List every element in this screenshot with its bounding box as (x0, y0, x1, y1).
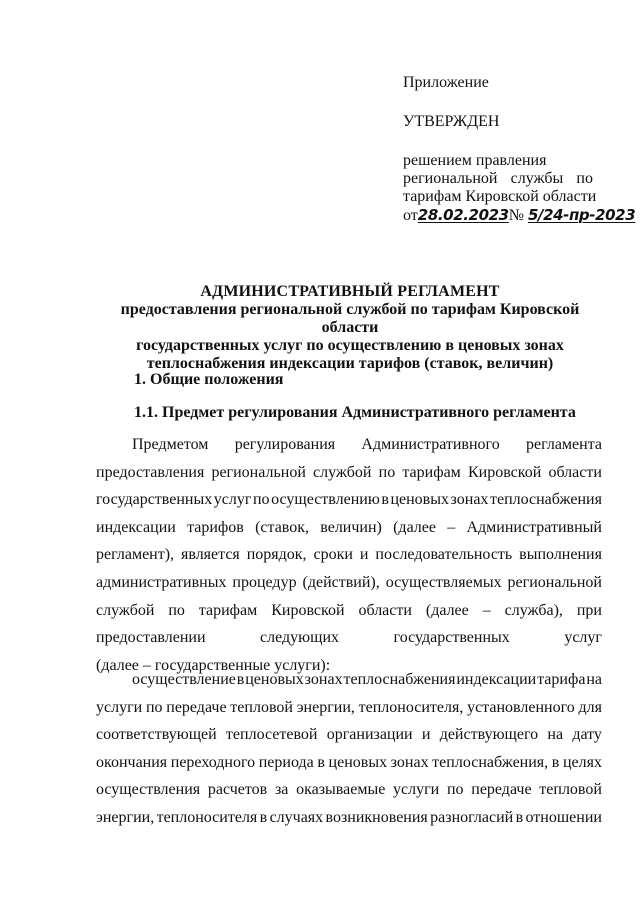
text-word: по (145, 698, 163, 716)
text-word: случаях (269, 808, 324, 826)
paragraph-2 (96, 666, 602, 832)
decision-line-3: тарифам Кировской области (403, 188, 597, 205)
text-word: по (252, 491, 270, 509)
text-word: зонах (304, 671, 343, 688)
text-word: на (586, 671, 602, 688)
text-line (96, 514, 602, 542)
text-word: следующих (260, 629, 339, 647)
decision-word: службы (510, 170, 564, 187)
title-line-3: государственных услуг по осуществлению в ценовых зонах (136, 337, 564, 354)
decision-line-1: решением правления (403, 152, 547, 169)
text-word: области (358, 601, 412, 619)
text-word: выполнения (519, 546, 602, 564)
title-line-4: теплоснабжения индексации тарифов (ставок, величин) (146, 355, 554, 372)
text-word: государственных (393, 629, 510, 647)
text-word: тарифов (187, 518, 244, 536)
text-word: теплоснабжения (343, 671, 456, 688)
date-prefix: от (403, 207, 418, 224)
text-word: является (180, 546, 240, 564)
text-word: осуществления (96, 781, 201, 799)
text-word: целях (562, 753, 602, 771)
text-line (96, 431, 602, 459)
section-1-1-heading: 1.1. Предмет регулирования Административного регламента (134, 404, 576, 421)
text-word: сроки (313, 546, 353, 564)
text-word: возникновения (325, 808, 428, 826)
text-word: оказываемые (296, 781, 386, 799)
appendix-label: Приложение (403, 74, 489, 91)
text-word: (действий), (302, 573, 380, 591)
text-line (96, 486, 602, 514)
text-word: теплоносителя, (358, 698, 464, 716)
text-word: индексации (96, 518, 176, 536)
text-word: переходного (170, 753, 256, 771)
text-word: расчетов (207, 781, 268, 799)
text-word: тепловой (230, 698, 293, 716)
text-word: дату (572, 726, 602, 744)
text-word: Административного (361, 436, 500, 453)
decision-line-2 (403, 170, 593, 188)
text-word: услуги (393, 781, 440, 799)
text-line (96, 569, 602, 597)
text-line (96, 749, 602, 777)
document-title (100, 283, 600, 373)
text-word: в (317, 753, 325, 771)
text-word: области (548, 463, 602, 481)
text-word: осуществление (132, 671, 236, 688)
text-word: разногласий (430, 808, 514, 826)
approved-label: УТВЕРЖДЕН (403, 113, 500, 130)
text-word: в (236, 671, 245, 688)
text-line (96, 804, 602, 832)
text-word: отношении (525, 808, 602, 826)
date-number-line (403, 206, 636, 228)
decision-word: региональной (403, 170, 498, 187)
text-word: в (551, 753, 560, 771)
text-word: (далее (393, 518, 436, 536)
text-word: периода (258, 753, 314, 771)
decision-word: по (576, 170, 593, 187)
text-word: (ставок, (255, 518, 310, 536)
text-word: теплоносителя (156, 808, 258, 826)
text-line (96, 694, 602, 722)
text-word: административных (96, 573, 227, 591)
section-1-heading: 1. Общие положения (134, 371, 284, 388)
text-word: ценовых (328, 753, 388, 771)
text-word: порядок, (246, 546, 307, 564)
text-word: тарифам (198, 601, 258, 619)
text-word: по (378, 463, 396, 481)
text-word: по (168, 601, 185, 619)
text-word: регулирования (234, 436, 336, 453)
text-word: осуществлению (271, 491, 380, 509)
text-line (96, 776, 602, 804)
text-line (96, 624, 602, 652)
text-word: (далее – государственные услуги): (96, 656, 331, 674)
title-main: АДМИНИСТРАТИВНЫЙ РЕГЛАМЕНТ (200, 283, 500, 300)
paragraph-1 (96, 431, 602, 679)
text-word: услуги (96, 698, 143, 716)
text-word: служба), (504, 601, 563, 619)
text-word: в (259, 808, 268, 826)
text-word: услуг (564, 629, 602, 647)
text-word: – (482, 601, 491, 619)
text-line (96, 541, 602, 569)
text-word: для (578, 698, 602, 716)
text-word: теплосетевой (225, 726, 318, 744)
text-word: в (515, 808, 524, 826)
text-word: действующего (439, 726, 539, 744)
text-word: Кировской (271, 601, 345, 619)
text-word: по (446, 781, 464, 799)
text-word: теплоснабжения, (432, 753, 549, 771)
text-word: окончания (96, 753, 168, 771)
text-word: за (274, 781, 289, 799)
text-word: (далее (425, 601, 469, 619)
text-word: Административный (466, 518, 602, 536)
text-word: установленного (467, 698, 575, 716)
text-word: передаче (471, 781, 532, 799)
title-line-2: предоставления региональной службой по тарифам Кировской области (120, 301, 580, 336)
text-word: тарифам (402, 463, 461, 481)
text-word: соответствующей (96, 726, 217, 744)
text-word: процедур (232, 573, 297, 591)
text-word: передаче (166, 698, 227, 716)
text-word: службой (313, 463, 372, 481)
text-word: регламент), (96, 546, 175, 564)
text-word: и (421, 726, 431, 744)
text-word: ценовых (245, 671, 304, 688)
text-line (96, 597, 602, 625)
approval-block (403, 74, 636, 228)
text-word: организации (326, 726, 413, 744)
text-word: индексации (456, 671, 537, 688)
text-word: предоставления (96, 463, 205, 481)
text-word: при (576, 601, 602, 619)
text-word: регламента (525, 436, 602, 453)
text-word: в (381, 491, 389, 509)
handwritten-number: 5/24-пр-2023 (527, 206, 636, 224)
text-word: на (547, 726, 564, 744)
text-word: – (447, 518, 456, 536)
text-line (96, 666, 602, 694)
text-word: региональной (507, 573, 602, 591)
number-prefix: № (508, 207, 524, 224)
text-word: осуществляемых (385, 573, 502, 591)
text-word: последовательность (375, 546, 513, 564)
text-word: государственных (96, 491, 213, 509)
text-line (96, 721, 602, 749)
text-word: тепловой (539, 781, 602, 799)
text-line (96, 459, 602, 487)
text-word: предоставлении (96, 629, 206, 647)
text-word: зонах (390, 753, 429, 771)
text-word: ценовых (390, 491, 449, 509)
handwritten-date: 28.02.2023 (417, 206, 509, 224)
text-word: зонах (450, 491, 489, 509)
text-word: Кировской (467, 463, 542, 481)
text-word: и (359, 546, 369, 564)
text-word: региональной (211, 463, 306, 481)
text-word: теплоснабжения (489, 491, 602, 509)
text-word: Предметом (132, 436, 209, 453)
text-word: тарифа (537, 671, 586, 688)
text-word: службой (96, 601, 155, 619)
text-word: энергии, (96, 808, 155, 826)
text-word: величин) (320, 518, 382, 536)
text-word: энергии, (296, 698, 355, 716)
text-word: услуг (213, 491, 252, 509)
